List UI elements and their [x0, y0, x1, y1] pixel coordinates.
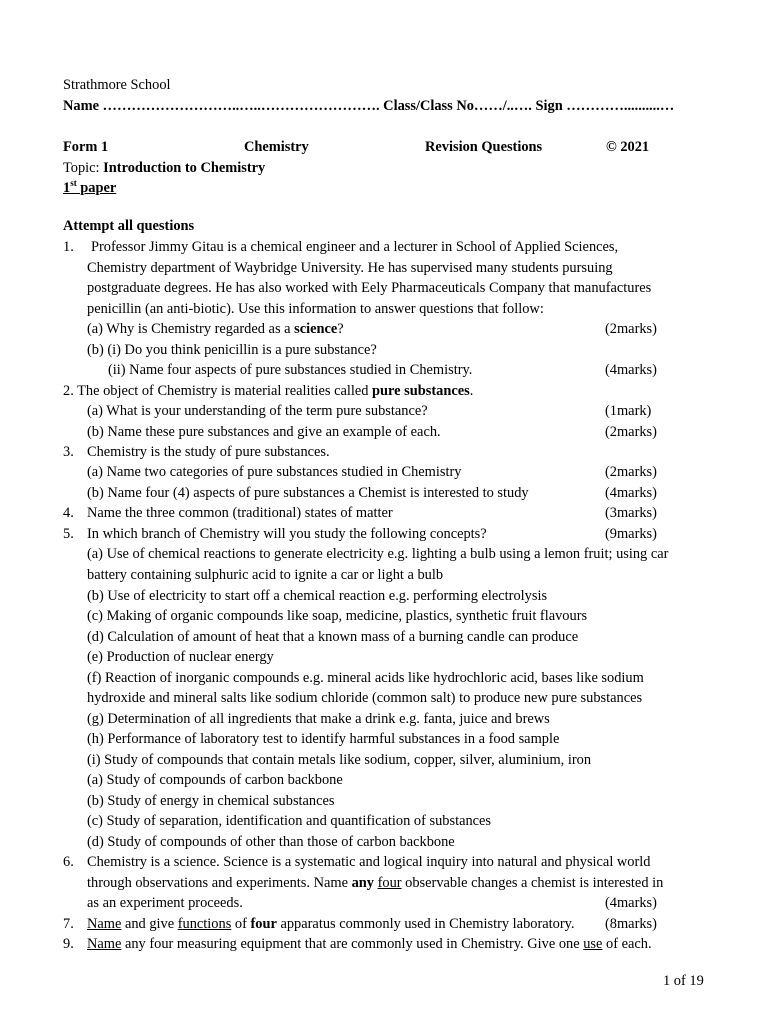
- q5-item: battery containing sulphuric acid to ignite a car or light a bulb: [87, 567, 444, 583]
- q7-stem: [87, 915, 574, 933]
- q4-number: 4.: [63, 505, 74, 521]
- q5-item: hydroxide and mineral salts like sodium chloride (common salt) to produce new pure substances: [87, 690, 643, 706]
- q1-line-2: Chemistry department of Waybridge University. He has supervised many students pursuing: [87, 260, 613, 276]
- q6-any: any: [351, 875, 374, 891]
- q1a-post: ?: [337, 321, 344, 337]
- q1-line-3: postgraduate degrees. He has also worked with Eely Pharmaceuticals Company that manufactures: [87, 280, 652, 296]
- q1a-pre: (a) Why is Chemistry regarded as a: [87, 321, 295, 337]
- q1-number: 1.: [63, 239, 74, 255]
- q2-part-b: (b) Name these pure substances and give an example of each.: [87, 424, 441, 440]
- q5-marks: (9marks): [605, 526, 657, 542]
- copyright-year: © 2021: [606, 139, 650, 155]
- topic-line: [63, 159, 265, 177]
- q5-item: (a) Study of compounds of carbon backbone: [87, 772, 343, 788]
- paper-number: [63, 179, 116, 197]
- q1-part-b-i: (b) (i) Do you think penicillin is a pure substance?: [87, 342, 377, 358]
- q2-pre: 2. The object of Chemistry is material realities called: [63, 383, 373, 399]
- q1a-bold: science: [294, 321, 338, 337]
- q7-number: 7.: [63, 916, 74, 932]
- q9-mid: any four measuring equipment that are commonly used in Chemistry. Give one: [121, 936, 584, 952]
- q1-line-4: penicillin (an anti-biotic). Use this information to answer questions that follow:: [87, 301, 544, 317]
- page-number: 1 of 19: [663, 973, 704, 989]
- q5-item: (b) Use of electricity to start off a chemical reaction e.g. performing electrolysis: [87, 588, 548, 604]
- q7-functions: functions: [177, 916, 232, 932]
- paper-sup: st: [70, 178, 77, 189]
- q7-marks: (8marks): [605, 916, 657, 932]
- q5-item: (d) Calculation of amount of heat that a known mass of a burning candle can produce: [87, 629, 579, 645]
- q7-name: Name: [87, 916, 122, 932]
- q4-marks: (3marks): [605, 505, 657, 521]
- q6-post: observable changes a chemist is interested in: [401, 875, 664, 891]
- q6-number: 6.: [63, 854, 74, 870]
- q1a-marks: (2marks): [605, 321, 657, 337]
- q2b-marks: (2marks): [605, 424, 657, 440]
- q5-item: (d) Study of compounds of other than those of carbon backbone: [87, 834, 455, 850]
- q3-number: 3.: [63, 444, 74, 460]
- q5-item: (h) Performance of laboratory test to identify harmful substances in a food sample: [87, 731, 560, 747]
- q6-line-2: [87, 874, 663, 892]
- q1b-marks: (4marks): [605, 362, 657, 378]
- q6-line-1: Chemistry is a science. Science is a systematic and logical inquiry into natural and physical world: [87, 854, 651, 870]
- topic-title: Introduction to Chemistry: [103, 160, 266, 176]
- q3-part-b: (b) Name four (4) aspects of pure substances a Chemist is interested to study: [87, 485, 529, 501]
- q6-marks: (4marks): [605, 895, 657, 911]
- q1-part-a: [87, 320, 344, 338]
- q1-line-1: Professor Jimmy Gitau is a chemical engineer and a lecturer in School of Applied Sciences,: [91, 239, 619, 255]
- q5-number: 5.: [63, 526, 74, 542]
- q2-stem: [63, 382, 473, 400]
- q6-line-3: as an experiment proceeds.: [87, 895, 243, 911]
- q5-stem: In which branch of Chemistry will you study the following concepts?: [87, 526, 487, 542]
- school-name: Strathmore School: [63, 77, 171, 93]
- q5-item: (e) Production of nuclear energy: [87, 649, 274, 665]
- q2-post: .: [469, 383, 474, 399]
- q9-use: use: [583, 936, 603, 952]
- q9-stem: [87, 935, 652, 953]
- q5-item: (f) Reaction of inorganic compounds e.g. mineral acids like hydrochloric acid, bases like sodium: [87, 670, 644, 686]
- instruction: Attempt all questions: [63, 218, 195, 234]
- subject: Chemistry: [244, 139, 309, 155]
- q5-item: (c) Making of organic compounds like soap, medicine, plastics, synthetic fruit flavours: [87, 608, 588, 624]
- q5-item: (a) Use of chemical reactions to generate electricity e.g. lighting a bulb using a lemon fruit; using car: [87, 546, 669, 562]
- q2-bold: pure substances: [372, 383, 470, 399]
- paper-type: Revision Questions: [425, 139, 543, 155]
- q3-part-a: (a) Name two categories of pure substances studied in Chemistry: [87, 464, 462, 480]
- paper-word: paper: [76, 180, 117, 196]
- q6-four: four: [377, 875, 402, 891]
- q7-and-give: and give: [121, 916, 178, 932]
- q7-of: of: [231, 916, 251, 932]
- q5-item: (g) Determination of all ingredients that make a drink e.g. fanta, juice and brews: [87, 711, 550, 727]
- q9-end: of each.: [602, 936, 652, 952]
- q5-item: (b) Study of energy in chemical substances: [87, 793, 335, 809]
- q4-stem: Name the three common (traditional) states of matter: [87, 505, 393, 521]
- q6-pre: through observations and experiments. Name: [87, 875, 352, 891]
- q5-item: (i) Study of compounds that contain metals like sodium, copper, silver, aluminium, iron: [87, 752, 592, 768]
- q7-rest: apparatus commonly used in Chemistry laboratory.: [276, 916, 575, 932]
- q2a-marks: (1mark): [605, 403, 652, 419]
- q3-stem: Chemistry is the study of pure substances.: [87, 444, 330, 460]
- paper-num: 1: [63, 180, 71, 196]
- q2-part-a: (a) What is your understanding of the term pure substance?: [87, 403, 428, 419]
- student-details-line: Name ………………………..…..……………………. Class/Class No……/..…. Sign …………..........…: [63, 98, 675, 114]
- form-level: Form 1: [63, 139, 109, 155]
- q3b-marks: (4marks): [605, 485, 657, 501]
- topic-label: Topic:: [63, 160, 104, 176]
- q5-item: (c) Study of separation, identification and quantification of substances: [87, 813, 492, 829]
- q9-number: 9.: [63, 936, 74, 952]
- q9-name: Name: [87, 936, 122, 952]
- q3a-marks: (2marks): [605, 464, 657, 480]
- q7-four: four: [250, 916, 277, 932]
- q1-part-b-ii: (ii) Name four aspects of pure substances studied in Chemistry.: [108, 362, 473, 378]
